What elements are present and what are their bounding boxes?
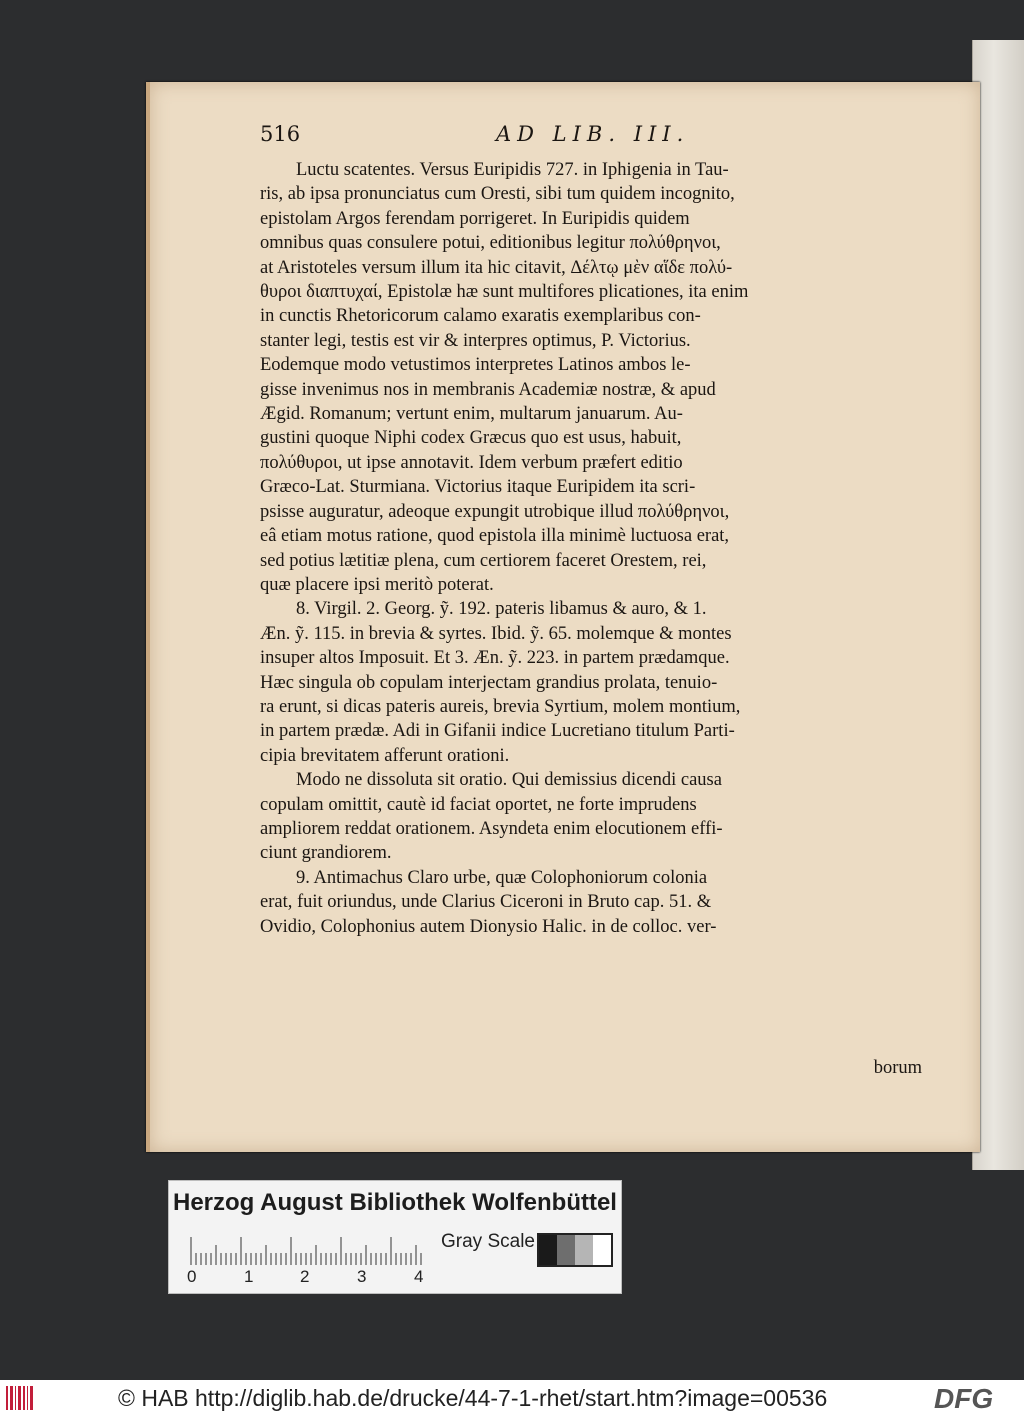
text-line: eâ etiam motus ratione, quod epistola illa minimè luctuosa erat, — [260, 526, 730, 547]
text-line: Modo ne dissoluta sit oratio. Qui demissius dicendi causa — [296, 770, 722, 791]
book-page — [146, 82, 980, 1152]
page-body — [260, 158, 928, 939]
gray-scale-label: Gray Scale — [441, 1231, 535, 1252]
gray-scale-swatches — [537, 1233, 613, 1267]
text-line: Hæc singula ob copulam interjectam grandius prolata, tenuio- — [260, 672, 718, 693]
text-line: epistolam Argos ferendam porrigeret. In Euripidis quidem — [260, 208, 690, 229]
page-number: 516 — [260, 122, 301, 146]
text-line: ra erunt, si dicas pateris aureis, brevia Syrtium, molem montium, — [260, 696, 741, 717]
ruler-label: 1 — [244, 1267, 254, 1286]
text-line: ciunt grandiorem. — [260, 843, 392, 864]
dfg-logo: DFG — [934, 1383, 994, 1414]
text-line: ampliorem reddat orationem. Asyndeta enim elocutionem effi- — [260, 818, 723, 839]
text-line: ris, ab ipsa pronunciatus cum Oresti, sibi tum quidem incognito, — [260, 184, 735, 205]
running-head: AD LIB. III. — [496, 122, 690, 146]
text-line: cipia brevitatem afferunt orationi. — [260, 745, 510, 766]
gray-swatch — [575, 1235, 593, 1265]
text-line: psisse auguratur, adeoque expungit utrobique illud πολύθρηνοι, — [260, 501, 730, 522]
text-line: 9. Antimachus Claro urbe, quæ Colophoniorum colonia — [296, 867, 708, 888]
text-line: in partem prædæ. Adi in Gifanii indice Lucretiano titulum Parti- — [260, 721, 735, 742]
library-name: Herzog August Bibliothek Wolfenbüttel — [173, 1189, 617, 1216]
gray-swatch — [539, 1235, 557, 1265]
text-line: omnibus quas consulere potui, editionibus legitur πολύθρηνοι, — [260, 233, 721, 254]
ruler-label: 2 — [300, 1267, 310, 1286]
footer-bar — [0, 1380, 1024, 1416]
text-line: quæ placere ipsi meritò poterat. — [260, 574, 494, 595]
text-line: Ovidio, Colophonius autem Dionysio Halic. in de colloc. ver- — [260, 916, 717, 937]
copyright-url[interactable]: © HAB http://diglib.hab.de/drucke/44-7-1-rhet/start.htm?image=00536 — [118, 1385, 828, 1411]
gray-swatch — [557, 1235, 575, 1265]
text-line: insuper altos Imposuit. Et 3. Æn. ỹ. 223. in partem prædamque. — [260, 648, 730, 669]
text-line: Luctu scatentes. Versus Euripidis 727. in Iphigenia in Tau- — [296, 160, 729, 180]
text-line: 8. Virgil. 2. Georg. ỹ. 192. pateris libamus & auro, & 1. — [296, 599, 707, 620]
text-line: Eodemque modo vetustimos interpretes Latinos ambos le- — [260, 355, 691, 376]
catchword: borum — [873, 1058, 922, 1078]
ruler-label: 0 — [187, 1267, 197, 1286]
text-line: stanter legi, testis est vir & interpres optimus, P. Victorius. — [260, 330, 691, 351]
page-header — [260, 122, 920, 152]
text-line: in cunctis Rhetoricorum calamo exaratis exemplaribus con- — [260, 306, 701, 327]
ruler-label: 4 — [414, 1267, 424, 1286]
text-line: πολύθυροι, ut ipse annotavit. Idem verbum præfert editio — [260, 452, 683, 473]
text-line: at Aristoteles versum illum ita hic citavit, Δέλτῳ μὲν αἵδε πολύ- — [260, 257, 733, 278]
text-line: copulam omittit, cautè id faciat oportet, ne forte imprudens — [260, 794, 697, 815]
measurement-ruler — [189, 1235, 425, 1265]
gray-swatch — [593, 1235, 611, 1265]
text-line: Ægid. Romanum; vertunt enim, multarum januarum. Au- — [260, 404, 683, 425]
color-target-card — [168, 1180, 622, 1294]
text-line: θυροι διαπτυχαί, Epistolæ hæ sunt multifores plicationes, ita enim — [260, 282, 749, 303]
text-line: Æn. ỹ. 115. in brevia & syrtes. Ibid. ỹ. 65. molemque & montes — [260, 623, 732, 644]
ruler-label: 3 — [357, 1267, 367, 1286]
text-line: sed potius lætitiæ plena, cum certiorem faceret Orestem, rei, — [260, 550, 707, 571]
text-line: erat, fuit oriundus, unde Clarius Ciceroni in Bruto cap. 51. & — [260, 892, 712, 913]
text-line: Græco-Lat. Sturmiana. Victorius itaque Euripidem ita scri- — [260, 477, 696, 498]
barcode-icon — [6, 1384, 36, 1412]
text-line: gustini quoque Niphi codex Græcus quo est usus, habuit, — [260, 428, 682, 449]
text-line: gisse invenimus nos in membranis Academiæ nostræ, & apud — [260, 379, 716, 400]
